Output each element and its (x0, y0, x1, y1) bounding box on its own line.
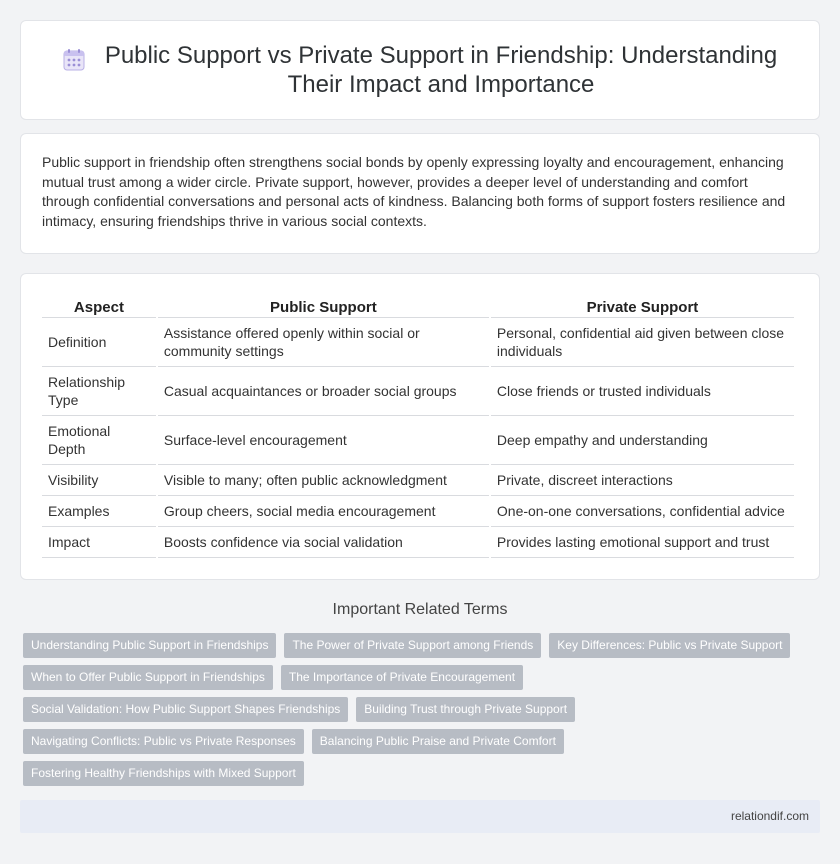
tag-row (23, 665, 823, 690)
cell-aspect: Emotional Depth (42, 416, 156, 465)
intro-card (20, 133, 820, 254)
cell-private: Close friends or trusted individuals (491, 367, 794, 416)
cell-private: Provides lasting emotional support and trust (491, 527, 794, 558)
related-term-link[interactable]: Building Trust through Private Support (356, 697, 575, 722)
cell-private: Private, discreet interactions (491, 465, 794, 496)
related-term-link[interactable]: The Power of Private Support among Friends (284, 633, 541, 658)
related-term-link[interactable]: When to Offer Public Support in Friendships (23, 665, 273, 690)
comparison-card (20, 273, 820, 580)
intro-paragraph: Public support in friendship often strengthens social bonds by openly expressing loyalty and encouragement, enhancing mutual trust among a wider circle. Private support, however, provides a deeper level of understanding and comfort through confidential conversations and personal acts of kindness. Balancing both forms of support fosters resilience and intimacy, ensuring friendships thrive in various social contexts. (42, 154, 786, 229)
table-row (42, 527, 794, 558)
related-term-link[interactable]: Balancing Public Praise and Private Comfort (312, 729, 564, 754)
header-public-support: Public Support (158, 297, 489, 318)
cell-aspect: Impact (42, 527, 156, 558)
calendar-grid-icon (61, 47, 87, 73)
related-term-link[interactable]: Social Validation: How Public Support Shapes Friendships (23, 697, 348, 722)
cell-public: Assistance offered openly within social or community settings (158, 318, 489, 367)
related-terms-list (23, 633, 823, 793)
cell-public: Surface-level encouragement (158, 416, 489, 465)
table-row (42, 367, 794, 416)
table-row (42, 318, 794, 367)
comparison-table (40, 297, 796, 558)
cell-aspect: Relationship Type (42, 367, 156, 416)
cell-aspect: Visibility (42, 465, 156, 496)
cell-public: Group cheers, social media encouragement (158, 496, 489, 527)
cell-public: Boosts confidence via social validation (158, 527, 489, 558)
cell-aspect: Definition (42, 318, 156, 367)
tag-row (23, 729, 823, 754)
header-aspect: Aspect (42, 297, 156, 318)
header (61, 41, 779, 99)
page-title: Public Support vs Private Support in Friendship: Understanding Their Impact and Importance (104, 42, 778, 98)
related-terms-title: Important Related Terms (332, 601, 508, 618)
related-term-link[interactable]: The Importance of Private Encouragement (281, 665, 523, 690)
header-card (20, 20, 820, 120)
cell-public: Casual acquaintances or broader social groups (158, 367, 489, 416)
related-term-link[interactable]: Key Differences: Public vs Private Support (549, 633, 790, 658)
cell-public: Visible to many; often public acknowledgment (158, 465, 489, 496)
footer-site-link[interactable]: relationdif.com (730, 809, 809, 823)
footer (20, 800, 820, 833)
related-term-link[interactable]: Navigating Conflicts: Public vs Private Responses (23, 729, 304, 754)
cell-private: One-on-one conversations, confidential advice (491, 496, 794, 527)
table-row (42, 416, 794, 465)
cell-aspect: Examples (42, 496, 156, 527)
cell-private: Deep empathy and understanding (491, 416, 794, 465)
tag-row (23, 633, 823, 658)
table-row (42, 496, 794, 527)
table-row (42, 465, 794, 496)
related-term-link[interactable]: Fostering Healthy Friendships with Mixed Support (23, 761, 304, 786)
tag-row (23, 697, 823, 722)
related-term-link[interactable]: Understanding Public Support in Friendships (23, 633, 276, 658)
table-header-row (42, 297, 794, 318)
header-private-support: Private Support (491, 297, 794, 318)
tag-row (23, 761, 823, 786)
cell-private: Personal, confidential aid given between close individuals (491, 318, 794, 367)
